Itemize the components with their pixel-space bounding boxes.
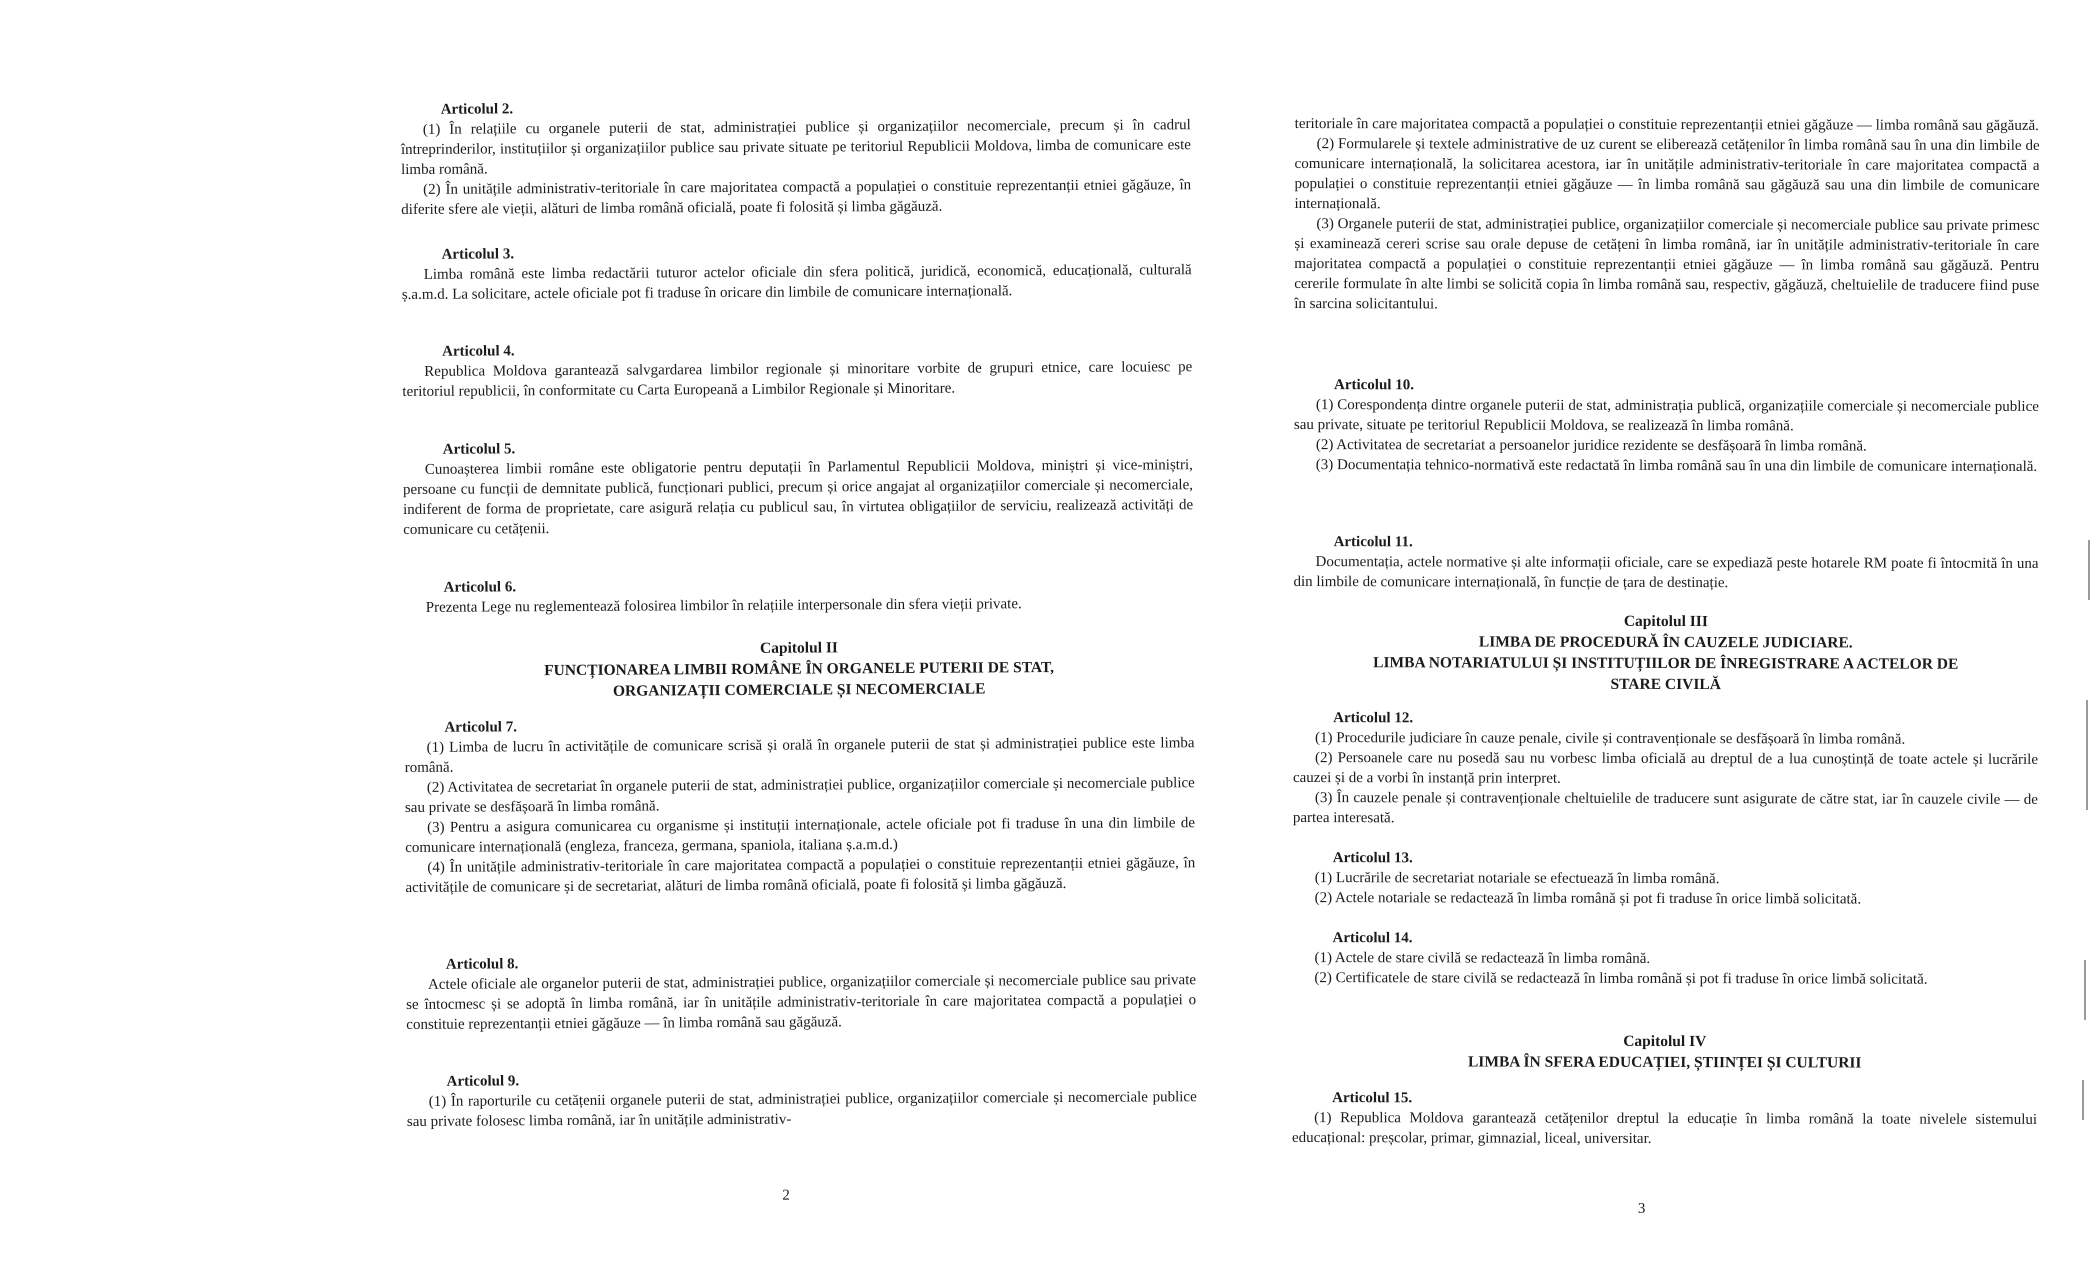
article-heading: Articolul 9. — [446, 1073, 520, 1090]
article-heading: Articolul 11. — [1333, 534, 1413, 551]
paragraph: (3) Pentru a asigura comunicarea cu organisme și instituții internaționale, actele oficiale pot fi traduse în una din limbile de comunicare internațională (engleza, franceza, germana, spaniola, italiana ș.a.m.d.) — [405, 815, 1196, 856]
article-heading: Articolul 2. — [440, 101, 514, 118]
chapter-label: Capitolul II — [759, 639, 839, 657]
article-heading: Articolul 15. — [1332, 1090, 1413, 1107]
chapter-label: Capitolul IV — [1623, 1032, 1707, 1051]
article-heading: Articolul 14. — [1332, 930, 1413, 947]
paragraph: (1) Limba de lucru în activitățile de comunicare scrisă și orală în organele puterii de stat și administrației publice este limba română. — [404, 735, 1195, 776]
chapter-label: Capitolul III — [1623, 612, 1708, 631]
document-page-left — [400, 0, 1198, 1275]
chapter-title-line: ORGANIZAȚII COMERCIALE ȘI NECOMERCIALE — [612, 680, 986, 700]
paragraph: (1) Republica Moldova garantează cetățenilor dreptul la educație în limba română la toate nivelele sistemului educațional: preșcolar, primar, gimnazial, liceal, universitar. — [1291, 1110, 2038, 1147]
article-15 — [1292, 1088, 2037, 1150]
paragraph: (2) Certificatele de stare civilă se redactează în limba română și pot fi traduse în orice limbă solicitată. — [1314, 970, 1928, 988]
article-heading: Articolul 3. — [441, 246, 515, 263]
article-6 — [404, 573, 1194, 618]
article-heading: Articolul 5. — [442, 441, 516, 458]
paragraph: (3) În cauzele penale și contravenționale cheltuielile de traducere sunt asigurate de către stat, iar în cauzele civile — de partea interesată. — [1292, 790, 2038, 827]
paragraph: (2) Formularele și textele administrative de uz curent se eliberează cetățenilor în limba română sau în una din limbile de comunicare internațională, la solicitarea acestora, iar în unitățile administrativ-teritoriale în care majoritatea compactă a populației o constituie reprezentanții etniei găgăuze — în limba română sau găgăuză sau una din limbile de comunicare internațională. — [1294, 136, 2040, 213]
article-heading: Articolul 8. — [445, 956, 519, 973]
paragraph: Actele oficiale ale organelor puterii de stat, administrației publice, organizațiilor comerciale și necomerciale publice sau private se întocmesc și se adoptă în limba română, iar în unitățile administrativ-teritoriale în care majoritatea compactă a populației o constituie reprezentanții etniei găgăuze — în limba română sau găgăuză. — [406, 972, 1197, 1033]
page-number: 3 — [1637, 1200, 1646, 1217]
paragraph: Documentația, actele normative și alte informații oficiale, care se expediază peste hotarele RM poate fi întocmită în una din limbile de comunicare internațională, în funcție de țara de destinație. — [1293, 554, 2039, 592]
chapter-3-heading — [1293, 610, 2038, 696]
paragraph: (3) Documentația tehnico-normativă este redactată în limba română sau în una din limbile de comunicare internațională. — [1315, 457, 2038, 475]
chapter-title-line: STARE CIVILĂ — [1610, 675, 1721, 694]
scan-edge-mark — [2088, 540, 2090, 600]
chapter-title-line: LIMBA NOTARIATULUI ȘI INSTITUȚIILOR DE ÎNREGISTRARE A ACTELOR DE — [1373, 654, 1959, 673]
paragraph: (1) În raporturile cu cetățenii organele puterii de stat, administrației publice, organizațiilor comerciale și necomerciale publice sau private folosesc limba română, iar în unitățile administrativ- — [406, 1089, 1197, 1130]
paragraph: Cunoașterea limbii române este obligatorie pentru deputații în Parlamentul Republicii Moldova, miniștri și vice-miniștri, persoane cu funcții de demnitate publică, funcționari publici, precum și orice angajat al organizațiilor comerciale și necomerciale, indiferent de forma de proprietate, care asigură relația cu publicul sau, în virtutea obligațiilor de serviciu, realizează activități de comunicare cu cetățenii. — [402, 457, 1194, 538]
article-heading: Articolul 13. — [1332, 850, 1413, 867]
paragraph: (1) Lucrările de secretariat notariale se efectuează în limba română. — [1314, 870, 1720, 888]
paragraph: (3) Organele puterii de stat, administrației publice, organizațiilor comerciale și necomerciale publice sau private primesc și examinează cereri scrise sau orale depuse de cetățeni în limba română, iar în unitățile administrativ-teritoriale în care majoritatea compactă a populației o constituie reprezentanții etniei găgăuze — în limba română sau găgăuză. Pentru cererile formulate în alte limbi se solicită copia în limba română sau, respectiv, găgăuză, cheltuielile de traducere fiind puse în sarcina solicitantului. — [1294, 216, 2040, 313]
chapter-title-line: FUNCȚIONAREA LIMBII ROMÂNE ÎN ORGANELE PUTERII DE STAT, — [544, 659, 1055, 680]
paragraph: (2) Actele notariale se redactează în limba română și pot fi traduse în orice limbă solicitată. — [1314, 890, 1862, 908]
article-13 — [1293, 848, 2038, 910]
scan-edge-mark — [2084, 960, 2086, 1020]
paragraph: Limba română este limba redactării tuturor actelor oficiale din sfera politică, juridică, economică, educațională, culturală ș.a.m.d. La solicitare, actele oficiale pot fi traduse în oricare din limbile de comunicare internațională. — [401, 262, 1192, 303]
paragraph: (2) Persoanele care nu posedă sau nu vorbesc limba oficială au dreptul de a lua cunoștință de toate actele și lucrările cauzei și de a vorbi în instanță prin interpret. — [1292, 750, 2039, 787]
paragraph: Republica Moldova garantează salvgardarea limbilor regionale și minoritare vorbite de grupuri etnice, care locuiesc pe teritoriul republicii, în conformitate cu Carta Europeană a Limbilor Regionale și Minoritare. — [402, 359, 1193, 400]
article-heading: Articolul 4. — [442, 343, 515, 360]
article-3 — [401, 240, 1191, 305]
paragraph: (1) Procedurile judiciare în cauze penale, civile și contravenționale se desfășoară în limba română. — [1315, 730, 1906, 748]
chapter-title-line: LIMBA ÎN SFERA EDUCAȚIEI, ȘTIINȚEI ȘI CULTURII — [1467, 1053, 1862, 1072]
article-heading: Articolul 12. — [1333, 710, 1414, 727]
article-4 — [402, 337, 1192, 402]
article-10 — [1294, 375, 2039, 477]
chapter-2-heading — [404, 635, 1194, 703]
article-8 — [406, 950, 1196, 1035]
article-12 — [1293, 708, 2038, 830]
article-14 — [1292, 928, 2037, 990]
document-page-right — [1292, 0, 2040, 1277]
paragraph: (2) Activitatea de secretariat în organele puterii de stat, administrației publice, organizațiilor comerciale și necomerciale publice sau private se desfășoară în limba română. — [404, 775, 1195, 816]
article-heading: Articolul 7. — [444, 719, 517, 736]
article-9-continued — [1294, 114, 2040, 316]
paragraph: (1) Corespondența dintre organele puterii de stat, administrația publică, organizațiile comerciale și necomerciale publice sau private, situate pe teritoriul Republicii Moldova, se realizează în limba română. — [1293, 397, 2039, 435]
paragraph: Prezenta Lege nu reglementează folosirea limbilor în relațiile interpersonale din sfera vieții private. — [425, 596, 1022, 616]
article-11 — [1293, 532, 2038, 594]
article-7 — [404, 713, 1195, 898]
article-2 — [401, 95, 1192, 220]
article-heading: Articolul 6. — [443, 579, 517, 596]
paragraph: teritoriale în care majoritatea compactă a populației o constituie reprezentanții etniei găgăuze — limba română sau găgăuză. — [1294, 115, 2039, 134]
paragraph: (4) În unitățile administrativ-teritoriale în care majoritatea compactă a populației o constituie reprezentanții etniei găgăuze, în activitățile de comunicare și de secretariat, alături de limba română oficială, poate fi folosită și limba găgăuză. — [405, 855, 1196, 896]
paragraph: (2) În unitățile administrativ-teritoriale în care majoritatea compactă a populației o constituie reprezentanții etniei găgăuze, în diferite sfere ale vieții, alături de limba română oficială, poate fi folosită și limba găgăuză. — [401, 177, 1192, 218]
paragraph: (1) În relațiile cu organele puterii de stat, administrației publice și organizațiilor necomerciale, precum și în cadrul întreprinderilor, instituțiilor și organizațiilor publice sau private situate pe teritoriul Republicii Moldova, limba de comunicare este limba română. — [400, 117, 1191, 178]
article-heading: Articolul 10. — [1333, 377, 1415, 394]
chapter-4-heading — [1292, 1030, 2037, 1074]
paragraph: (2) Activitatea de secretariat a persoanelor juridice rezidente se desfășoară în limba română. — [1315, 437, 1867, 455]
scan-edge-mark — [2086, 700, 2088, 810]
chapter-title-line: LIMBA DE PROCEDURĂ ÎN CAUZELE JUDICIARE. — [1478, 633, 1853, 652]
article-5 — [403, 435, 1194, 540]
article-9 — [407, 1067, 1197, 1132]
paragraph: (1) Actele de stare civilă se redactează în limba română. — [1314, 950, 1651, 967]
scan-edge-mark — [2082, 1080, 2084, 1120]
page-number: 2 — [782, 1187, 790, 1204]
